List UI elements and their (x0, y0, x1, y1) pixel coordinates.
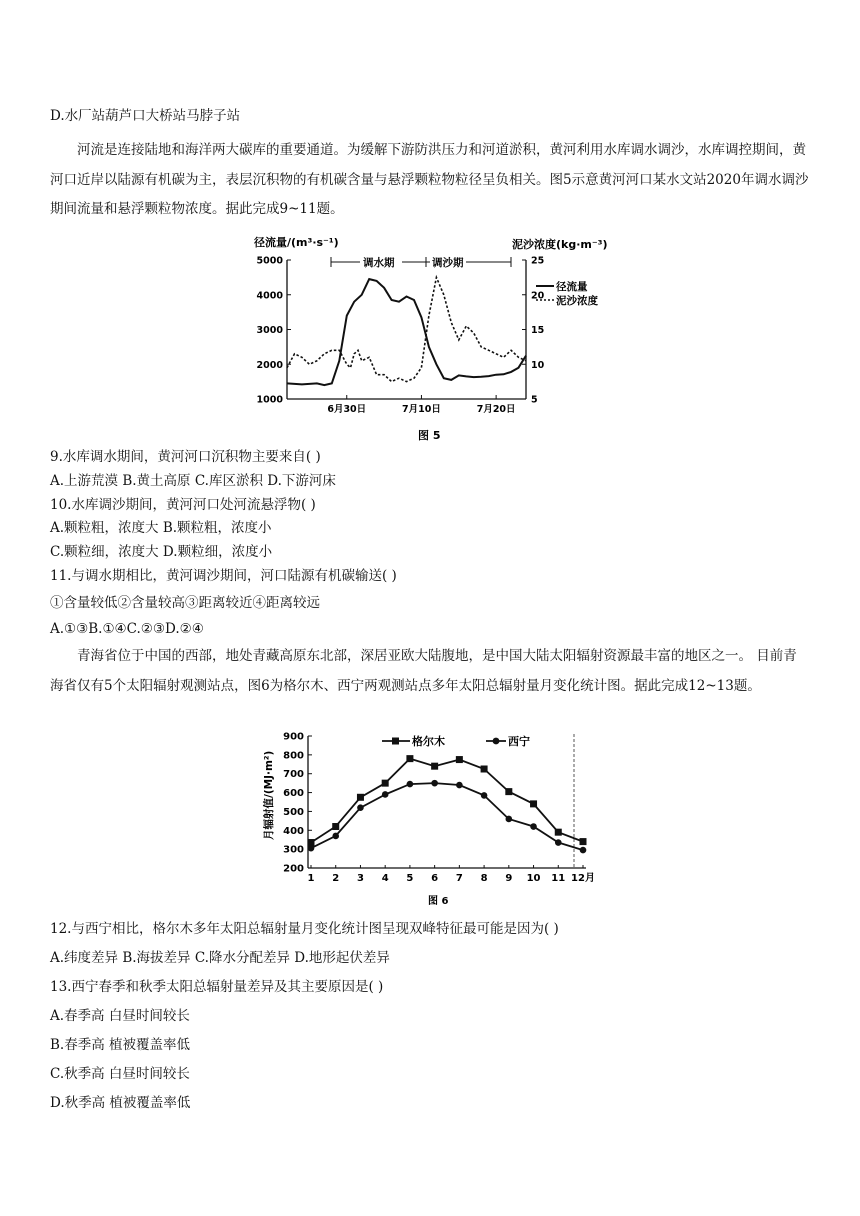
fig6-ytick-label: 900 (283, 731, 304, 743)
fig6-legend-1: 格尔木 (412, 735, 445, 748)
fig5-ytick-left-label: 1000 (256, 394, 283, 406)
passage-2: 青海省位于中国的西部，地处青藏高原东北部，深居亚欧大陆腹地，是中国大陆太阳辐射资源最丰富的地区之一。 目前青海省仅有5个太阳辐射观测站点，图6为格尔木、西宁两观测站点多年太阳总辐射量月变化统计图。据此完成12~13题。 (50, 648, 797, 694)
question-9: 9.水库调水期间，黄河河口沉积物主要来自( ) (50, 449, 321, 465)
fig6-series-xining-line (311, 783, 583, 850)
fig6-point-geermu (530, 800, 537, 807)
fig5-ytick-left-label: 2000 (256, 359, 283, 371)
fig6-xtick-label: 9 (505, 873, 513, 884)
fig6-xtick-label: 6 (431, 873, 439, 884)
fig6-xtick-label: 7 (455, 873, 463, 884)
fig6-point-xining (407, 781, 414, 788)
fig6-xtick-label: 5 (406, 873, 414, 884)
fig6-ylabel: 月辐射值/(MJ·m²) (263, 750, 275, 840)
fig6-point-geermu (431, 763, 438, 770)
fig6-point-geermu (357, 794, 364, 801)
fig6-point-xining (506, 816, 513, 823)
fig6-point-geermu (406, 755, 413, 762)
figure-5 (250, 232, 630, 446)
fig6-xtick-label: 3 (356, 873, 364, 884)
fig6-xtick-label: 2 (332, 873, 340, 884)
q8-option-d: D.水厂站葫芦口大桥站马脖子站 (50, 108, 241, 124)
fig6-xtick-label: 8 (480, 873, 488, 884)
question-13-option-a: A.春季高 白昼时间较长 (50, 1008, 190, 1024)
question-10: 10.水库调沙期间，黄河河口处河流悬浮物( ) (50, 497, 316, 513)
fig6-point-xining (431, 780, 438, 787)
fig6-ytick-label: 300 (283, 844, 304, 856)
fig5-ylabel-right: 泥沙浓度(kg·m⁻³) (512, 238, 608, 251)
fig6-point-xining (332, 833, 339, 840)
fig6-point-geermu (555, 829, 562, 836)
fig6-ytick-label: 700 (283, 769, 304, 781)
fig6-xtick-label: 11 (551, 873, 566, 884)
fig5-series-runoff-line (287, 279, 526, 385)
question-12-options: A.纬度差异 B.海拔差异 C.降水分配差异 D.地形起伏差异 (50, 950, 390, 966)
fig6-point-geermu (456, 756, 463, 763)
passage-1: 河流是连接陆地和海洋两大碳库的重要通道。为缓解下游防洪压力和河道淤积，黄河利用水库调水调沙，水库调控期间，黄河口近岸以陆源有机碳为主，表层沉积物的有机碳含量与悬浮颗粒物粒径呈负相关。图5示意黄河河口某水文站2020年调水调沙期间流量和悬浮颗粒物浓度。据此完成9~11题。 (50, 142, 809, 217)
fig5-caption: 图 5 (418, 429, 441, 442)
fig5-ylabel-left: 径流量/(m³·s⁻¹) (254, 236, 339, 249)
fig6-ytick-label: 600 (283, 788, 304, 800)
fig6-point-xining (530, 823, 537, 830)
fig6-point-xining (580, 847, 587, 854)
fig6-point-geermu (580, 838, 587, 845)
question-11: 11.与调水期相比，黄河调沙期间，河口陆源有机碳输送( ) (50, 568, 397, 584)
fig5-ytick-left-label: 3000 (256, 325, 283, 336)
fig5-xtick-label: 6月30日 (327, 404, 367, 415)
fig6-xtick-label: 1 (307, 873, 315, 884)
question-12: 12.与西宁相比，格尔木多年太阳总辐射量月变化统计图呈现双峰特征最可能是因为( ) (50, 921, 559, 937)
fig6-ytick-label: 800 (283, 750, 304, 762)
fig5-legend-1: 径流量 (556, 281, 588, 293)
fig5-ytick-left-label: 5000 (256, 255, 283, 267)
fig6-ytick-label: 200 (283, 863, 304, 875)
question-10-options-2: C.颗粒细，浓度大 D.颗粒细，浓度小 (50, 544, 273, 560)
question-9-options: A.上游荒漠 B.黄土高原 C.库区淤积 D.下游河床 (50, 473, 336, 489)
fig6-xtick-label: 12月 (571, 873, 595, 884)
fig6-point-xining (357, 804, 364, 811)
fig6-legend-2: 西宁 (508, 735, 530, 748)
fig6-xtick-label: 10 (526, 873, 541, 884)
fig5-ytick-right-label: 5 (531, 394, 538, 406)
question-13-option-c: C.秋季高 白昼时间较长 (50, 1066, 190, 1082)
fig5-xtick-label: 7月20日 (476, 404, 516, 415)
fig6-series-geermu-line (311, 759, 583, 843)
question-11-options: A.①③B.①④C.②③D.②④ (50, 621, 204, 637)
question-13-option-d: D.秋季高 植被覆盖率低 (50, 1095, 191, 1111)
fig5-ytick-right-label: 15 (531, 325, 545, 336)
fig6-point-geermu (505, 788, 512, 795)
fig6-ytick-label: 400 (283, 825, 304, 837)
question-10-options-1: A.颗粒粗，浓度大 B.颗粒粗，浓度小 (50, 520, 272, 536)
fig5-ytick-right-label: 25 (531, 255, 545, 267)
fig5-xtick-label: 7月10日 (402, 404, 441, 415)
fig5-legend-2: 泥沙浓度 (556, 295, 598, 307)
fig6-point-geermu (382, 780, 389, 787)
fig5-period-1: 调水期 (363, 257, 395, 269)
fig6-caption: 图 6 (428, 896, 449, 907)
fig6-point-xining (308, 845, 315, 852)
fig6-point-xining (382, 791, 389, 798)
fig6-point-xining (456, 782, 463, 789)
fig6-point-xining (555, 839, 562, 846)
question-13: 13.西宁春季和秋季太阳总辐射量差异及其主要原因是( ) (50, 979, 384, 995)
fig5-period-2: 调沙期 (432, 257, 464, 269)
question-11-items: ①含量较低②含量较高③距离较近④距离较远 (50, 595, 320, 611)
fig6-point-geermu (481, 766, 488, 773)
figure-6 (252, 728, 612, 912)
fig6-ytick-label: 500 (283, 806, 304, 818)
fig6-xtick-label: 4 (381, 873, 389, 884)
fig5-ytick-left-label: 4000 (256, 290, 283, 302)
fig5-ytick-right-label: 20 (531, 290, 545, 302)
fig6-point-xining (481, 792, 488, 799)
fig6-point-geermu (332, 823, 339, 830)
fig5-series-sediment-line (287, 277, 526, 381)
fig5-ytick-right-label: 10 (531, 359, 545, 371)
question-13-option-b: B.春季高 植被覆盖率低 (50, 1037, 191, 1053)
